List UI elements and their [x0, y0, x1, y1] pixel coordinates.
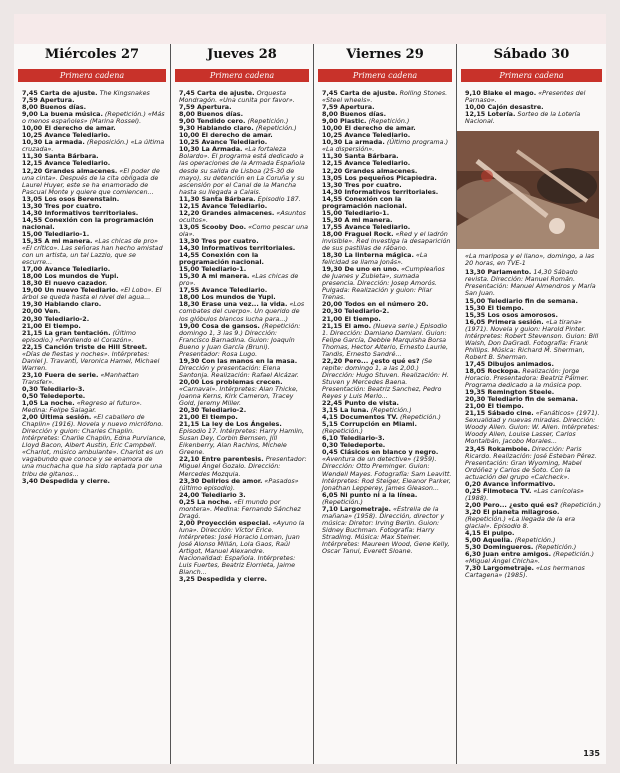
program-time-title: 10,30 La armada.	[322, 138, 385, 147]
program-description: Rolling Stones. «Steel wheels».	[322, 89, 448, 105]
program-time-title: 11,30 Santa Bárbara.	[179, 194, 256, 203]
program-description: (Repetición.) «Miguel Ángel Chicha».	[465, 550, 594, 566]
program-time-title: 5,15 Corrupción en Miami.	[322, 420, 417, 429]
program-description: «Las chicas de pro».	[179, 272, 299, 288]
program-time-title: 19,00 Cosa de gansos.	[179, 321, 260, 330]
program-time-title: 14,55 Conexión con la programación nacional.	[322, 194, 407, 210]
program-time-title: 0,20 Avance informativo.	[465, 479, 556, 488]
program-entry	[22, 238, 166, 266]
program-description: «Los hermanos Cartagena» (1985).	[465, 564, 585, 580]
program-time-title: 3,40 Despedida y cierre.	[22, 476, 110, 485]
program-time-title: 10,00 El derecho de amar.	[179, 131, 273, 140]
program-time-title: 19,30 De uno en uno.	[322, 265, 400, 274]
program-description: «Las chicas de pro» «El crítico». Las señoras han hecho amistad con un artista, un tal Lazzio, que se escurre...	[22, 236, 163, 267]
program-time-title: 6,05 Ni punto ni a la línea.	[322, 490, 418, 499]
program-description: (Nueva serie.) Episodio 1. Dirección: Damiano Damiani. Guion: Felipe García, Debbie Marquisha Borsa Thomas, Hector Alterio, Ernesto Laurie, Tandis, Ernesto Sandré...	[322, 321, 448, 358]
program-entry	[322, 231, 452, 252]
program-entry	[179, 90, 309, 104]
day-column-saturday	[457, 44, 606, 764]
program-description: (Repetición.)	[512, 536, 556, 545]
program-time-title: 15,30 El tiempo.	[465, 303, 524, 312]
program-time-title: 15,00 Telediario-1.	[179, 265, 247, 274]
program-entry	[465, 509, 602, 530]
program-description: «Manhattan Transfer».	[22, 370, 139, 386]
program-description: «Pasados» (último episodio).	[179, 476, 299, 492]
program-time-title: 13,30 Tres por cuatro.	[22, 201, 102, 210]
program-time-title: 9,00 La buena música.	[22, 110, 103, 119]
program-time-title: 21,15 La ley de Los Ángeles.	[179, 420, 282, 429]
program-time-title: 15,00 Telediario fin de semana.	[465, 296, 578, 305]
program-time-title: 3,20 El planeta milagroso.	[465, 507, 560, 516]
program-time-title: 20,00 Los problemas crecen.	[179, 377, 283, 386]
program-time-title: 20,30 Telediario fin de semana.	[465, 395, 578, 404]
program-entry	[22, 111, 166, 125]
program-description: (Reposición.) «La última cruzada».	[22, 138, 165, 154]
program-description: (Último programa.) «La dispersión».	[322, 138, 449, 154]
program-time-title: 4,15 Documentos TV.	[322, 413, 398, 422]
program-time-title: 10,30 La armada.	[22, 138, 85, 147]
program-description: The Kingsnakes	[97, 89, 150, 97]
program-time-title: 23,45 Rokambole.	[465, 444, 530, 453]
program-time-title: 20,30 Telediario-2.	[22, 314, 90, 323]
program-time-title: 13,30 Parlamento.	[465, 268, 532, 277]
program-description: Dirección: Paris Ricardo. Realización: José Esteban Pérez. Presentación: Gran Wyoming, Mabel Ordóñez y Carlos de Soto. Con la actuación del grupo «Calcheck».	[465, 444, 597, 481]
program-entry	[322, 506, 452, 555]
program-time-title: 9,30 Hablando claro.	[179, 124, 254, 133]
program-time-title: 7,10 Largometraje.	[322, 504, 391, 513]
program-time-title: 20,00 Ven.	[22, 307, 61, 316]
program-description: (Repetición.)	[322, 497, 363, 506]
program-time-title: 23,30 Delirios de amor.	[179, 476, 263, 485]
program-time-title: 6,10 Telediario-3.	[322, 434, 385, 443]
program-time-title: 22,45 Punto de vista.	[322, 399, 399, 408]
program-time-title: 15,30 A mi manera.	[322, 215, 393, 224]
program-entry	[465, 551, 602, 565]
program-description: (Repetición.)	[533, 543, 577, 552]
program-time-title: 17,55 Avance Telediario.	[322, 222, 411, 231]
program-time-title: 13,30 Tres por cuatro.	[322, 180, 402, 189]
program-time-title: 22,20 Pero... ¿esto qué es?	[322, 356, 420, 365]
program-time-title: 15,35 A mi manera.	[22, 236, 93, 245]
program-entry	[179, 478, 309, 492]
program-description: «El mundo por montera». Medina: Fernando Sánchez Dragó.	[179, 497, 301, 520]
program-time-title: 1,05 La noche.	[22, 399, 75, 408]
day-column-friday	[314, 44, 456, 764]
program-description: «Como pescar una ola».	[179, 222, 309, 238]
channel-banner: Primera cadena	[18, 69, 166, 82]
photo-caption-block	[457, 253, 606, 267]
program-time-title: 15,00 Telediario-1.	[322, 208, 390, 217]
program-description: «Asuntos ocultos».	[179, 208, 306, 224]
program-time-title: 0,30 Telediario-3.	[22, 384, 85, 393]
program-entry	[22, 168, 166, 196]
program-entry	[322, 421, 452, 435]
program-list	[14, 82, 170, 485]
day-column-wednesday	[14, 44, 170, 764]
program-time-title: 15,00 Telediario-1.	[22, 229, 90, 238]
program-description: «El Lobo». El árbol se queda hasta el nivel del agua...	[22, 286, 162, 302]
program-entry	[465, 90, 602, 104]
program-time-title: 10,00 El derecho de amar.	[322, 124, 416, 133]
day-title: Jueves 28	[207, 47, 277, 62]
program-entry	[322, 90, 452, 104]
program-entry	[465, 410, 602, 445]
program-time-title: 8,00 Buenos días.	[179, 110, 244, 119]
program-time-title: 11,30 Santa Bárbara.	[22, 152, 99, 161]
program-time-title: 14,30 Informativos territoriales.	[179, 244, 296, 253]
program-entry	[22, 287, 166, 301]
program-description: «Regreso al futuro». Medina: Felipe Salagar.	[22, 399, 142, 415]
photo-image	[457, 131, 599, 249]
program-description: (Repetición.) «Más o menos españoles» (Marina Rossel).	[22, 110, 165, 126]
program-description: «Aventura de un detective» (1959). Dirección: Otto Preminger. Guion: Wendell Mayes. Fotografía: Sam Leavitt. Intérpretes: Rod Steiger, Eleanor Parker, Jonathan Lepperey, James Gleason...	[322, 455, 452, 492]
program-time-title: 19,00 Un nuevo Telediario.	[22, 286, 119, 295]
program-description: Orquesta Mondragón. «Una cunita por favor».	[179, 89, 295, 105]
program-time-title: 7,59 Apertura.	[322, 103, 375, 112]
program-time-title: 14,30 Informativos territoriales.	[22, 208, 139, 217]
program-description: (Repetición.)	[253, 124, 297, 133]
program-description: (Repetición.)	[366, 117, 410, 126]
program-entry	[22, 344, 166, 372]
program-time-title: 9,00 Tendido cero.	[179, 117, 246, 126]
program-description: «La felicidad se llama Jonás».	[322, 251, 428, 267]
program-time-title: 21,15 Sábado cine.	[465, 409, 534, 418]
program-description: «La fortaleza Bolardo». El programa está dedicado a las operaciones de la Armada Española desde su salida de Lisboa (25-30 de mayo), su detención en La Coruña y su ascensión por el Canal de la Mancha hasta su llegada a Calais.	[179, 145, 305, 196]
program-time-title: 13,30 Tres por cuatro.	[179, 236, 259, 245]
program-time-title: 5,30 Domingueros.	[465, 543, 534, 552]
program-entry	[22, 217, 166, 231]
program-description: «Las canícolas» (1988).	[465, 486, 584, 502]
program-time-title: 5,00 Aquella.	[465, 536, 513, 545]
program-photo	[457, 131, 599, 249]
program-entry	[322, 266, 452, 301]
program-entry	[179, 146, 309, 195]
program-time-title: 18,30 El nuevo cazador.	[22, 279, 108, 288]
program-time-title: 8,00 Buenos días.	[322, 110, 387, 119]
program-entry	[322, 252, 452, 266]
program-time-title: 20,00 Todos en el número 20.	[322, 300, 429, 309]
program-time-title: 17,45 Dibujos animados.	[465, 359, 554, 368]
program-entry	[179, 301, 309, 322]
program-description: (Repetición.)	[558, 500, 602, 509]
program-entry	[322, 358, 452, 400]
program-description: «El poder de una cinta». Después de la cita obligada de Laurel Huyer, este se ha enamorado de Pascual Monte y quiere que comiencen...	[22, 166, 160, 196]
program-entry	[322, 139, 452, 153]
program-time-title: 19,30 Con las manos en la masa.	[179, 356, 298, 365]
program-time-title: 12,20 Grandes almacenes.	[22, 166, 118, 175]
program-time-title: 8,00 Buenos días.	[22, 103, 87, 112]
program-time-title: 18,00 Los mundos de Yupi.	[22, 272, 119, 281]
program-list	[457, 267, 606, 579]
channel-banner: Primera cadena	[318, 69, 452, 82]
program-time-title: 0,30 Teledeporte.	[322, 441, 386, 450]
program-entry	[465, 446, 602, 481]
program-time-title: 19,30 Hablando claro.	[22, 300, 102, 309]
program-entry	[465, 319, 602, 361]
program-entry	[322, 449, 452, 491]
program-time-title: 20,30 Telediario-2.	[322, 307, 390, 316]
program-time-title: 21,00 El tiempo.	[465, 402, 524, 411]
program-time-title: 18,30 Erase una vez... la vida.	[179, 300, 288, 309]
program-time-title: 12,20 Grandes almacenes.	[322, 166, 418, 175]
program-description: Episodio 187.	[255, 194, 301, 203]
program-time-title: 3,15 La luna.	[322, 406, 369, 415]
program-description: (Repetición.)	[397, 413, 441, 422]
day-column-thursday	[171, 44, 313, 764]
program-time-title: 17,00 Avance Telediario.	[22, 265, 111, 274]
program-description: (Repetición.) «La llegada de la era glacial». Episodio 8.	[465, 514, 576, 531]
program-entry	[179, 520, 309, 576]
program-time-title: 10,25 Avance Telediario.	[22, 131, 111, 140]
program-time-title: 7,30 Largometraje.	[465, 564, 534, 573]
program-time-title: 21,00 El tiempo.	[322, 314, 381, 323]
program-time-title: 7,45 Carta de ajuste.	[22, 89, 98, 97]
program-time-title: 18,00 Fraguel Rock.	[322, 229, 394, 238]
program-entry	[322, 492, 452, 506]
program-time-title: 12,15 Avance Telediario.	[179, 201, 268, 210]
day-title: Viernes 29	[346, 47, 424, 62]
program-time-title: 12,15 Lotería.	[465, 110, 516, 119]
program-time-title: 9,00 Plastic.	[322, 117, 367, 126]
program-time-title: 16,05 Primera sesión.	[465, 317, 544, 326]
program-time-title: 10,25 Avance Telediario.	[179, 138, 268, 147]
program-time-title: 21,00 El tiempo.	[22, 321, 81, 330]
program-entry	[179, 273, 309, 287]
program-time-title: 21,00 El tiempo.	[179, 413, 238, 422]
program-entry	[22, 372, 166, 386]
program-entry	[322, 196, 452, 210]
program-description: Episodio 17. Intérpretes: Harry Hamlin, Susan Dey, Corbin Bernsen, Jill Eikenberry, Alan Rachins, Michele Greene.	[179, 427, 305, 457]
program-time-title: 21,15 El amo.	[322, 321, 372, 330]
program-description: 14,30 Sábado revista. Dirección: Manuel Román. Presentación: Manuel Almendros y María San Juan.	[465, 268, 596, 298]
program-entry	[22, 139, 166, 153]
program-description: (Se repite: domingo 1, a las 2,00.) Dirección: Hugo Stuven. Realización: H. Stuven y Mercedes Baena. Presentación: Beatriz Sanchez, Pedro Reyes y Luis Merlo...	[322, 356, 449, 401]
program-time-title: 15,30 A mi manera.	[179, 272, 250, 281]
program-time-title: 12,15 Avance Telediario.	[22, 159, 111, 168]
page-number: 135	[583, 749, 600, 758]
program-description: (Repetición.)	[368, 406, 412, 415]
program-description: Sorteo de la Lotería Nacional.	[465, 110, 581, 126]
header-band	[14, 14, 606, 44]
program-time-title: 6,30 Juan entre amigos.	[465, 550, 552, 559]
program-time-title: 7,45 Carta de ajuste.	[179, 89, 255, 97]
program-time-title: 10,00 Cajón desastre.	[465, 103, 544, 112]
program-description: «Los combates del cuerpo». Un querido de los glóbulos blancos lucha para...)	[179, 300, 305, 323]
program-entry	[465, 488, 602, 502]
tv-listings-page	[14, 14, 606, 764]
program-time-title: 14,55 Conexión con la programación nacional.	[22, 215, 154, 231]
program-description: «Red y el ladrón invisible». Red investiga la desaparición de sus pastillas de rábano.	[322, 229, 451, 253]
program-time-title: 22,10 Entre parentesis.	[179, 455, 264, 464]
program-entry	[22, 414, 166, 477]
program-entry	[179, 210, 309, 224]
program-time-title: 18,00 Los mundos de Yupi.	[179, 293, 276, 302]
program-entry	[22, 478, 166, 485]
program-entry	[465, 111, 602, 125]
program-description: «El caballero de Chaplin» (1916). Novela y nuevo micrófono. Dirección y guion: Charles Chaplin. Intérpretes: Charlie Chaplin, Edna Purviance, Lloyd Bacon, Albert Austin, Eric Campbell. «Charlot, músico ambulante». Charlot es un vagabundo que conoce y se enamora de una muchacha que ha sido raptada por una tribu de gitanos...	[22, 413, 166, 478]
program-description: «Días de fiestas y noches». Intérpretes: Daniel J. Travanti, Veronica Hamel, Michael Warren.	[22, 349, 160, 372]
program-time-title: 15,35 Los osos amorosos.	[465, 310, 558, 319]
program-time-title: 18,05 Rockopa.	[465, 366, 521, 375]
program-description: «Carnaval». Intérpretes: Alan Thicke, Joanna Kerns, Kirk Cameron, Tracey Gold, Jeremy Miller.	[179, 384, 299, 408]
program-entry	[179, 224, 309, 238]
program-time-title: 0,25 La noche.	[179, 497, 232, 506]
program-time-title: 14,55 Conexión con la programación nacional.	[179, 251, 264, 267]
program-description: «Cumpleaños de Juanes y Zubieta», sumada presencia. Dirección: Josep Amorós. Pulgada: Realización y guion: Pilar Trenas.	[322, 265, 445, 302]
program-time-title: 10,30 La Armada.	[179, 145, 243, 154]
program-description: Presentador: Miguel Ángel Gozalo. Dirección: Mercedes Mozquia.	[179, 455, 307, 478]
program-description: (Último episodio.) «Perdiendo el Corazón».	[22, 328, 136, 344]
program-time-title: 2,00 Última sesión.	[22, 413, 92, 422]
program-entry	[179, 252, 309, 266]
program-time-title: 20,30 Telediario-2.	[179, 406, 247, 415]
program-description: «Fanáticos» (1971). Sexualidad y nuevas miradas. Dirección: Woody Allen. Guion: W. Allen. Intérpretes: Woody Allen, Louise Lasser, Carlos Montalbán, Jacobo Morales...	[465, 409, 600, 446]
program-time-title: 10,00 El derecho de amar.	[22, 124, 116, 133]
program-time-title: 14,30 Informativos territoriales.	[322, 187, 439, 196]
program-time-title: 12,20 Grandes almacenes.	[179, 208, 275, 217]
program-description: (Repetición: domingo 1, 3 las 9.) Dirección: Francisco Barnadina. Guion: Joaquín Bueno y Juan García (Bruni). Presentador: Rosa Lugo.	[179, 321, 301, 358]
program-entry	[465, 368, 602, 389]
program-time-title: 13,05 Los osos Berenstain.	[22, 194, 120, 203]
program-time-title: 7,59 Apertura.	[22, 96, 75, 105]
program-time-title: 13,05 Los pequeños Picapiedra.	[322, 173, 437, 182]
photo-caption: «La mariposa y el llano», domingo, a las 20 horas, en TVE-1	[465, 252, 595, 268]
program-description: Dirección y presentación: Elena Santonja. Realización: Rafael Alcázar.	[179, 363, 299, 379]
program-description: «Estrella de la mañana» (1958). Dirección, director y música: Diretor: Irving Berlin. Guion: Sidney Buchman. Fotografía: Harry Stradling. Música: Max Steiner. Intérpretes: Maureen Wood, Gene Kelly, Oscar Tanui, Everett Sloane.	[322, 504, 450, 556]
program-entry	[179, 576, 309, 583]
program-time-title: 7,45 Carta de ajuste.	[322, 89, 398, 97]
program-description: «Presentes del Parnaso».	[465, 89, 586, 105]
program-time-title: 17,55 Avance Telediario.	[179, 286, 268, 295]
program-time-title: 3,25 Despedida y cierre.	[179, 575, 267, 584]
program-time-title: 23,10 Fuera de serie.	[22, 370, 99, 379]
day-title: Miércoles 27	[44, 47, 140, 62]
channel-banner: Primera cadena	[461, 69, 602, 82]
program-entry	[179, 456, 309, 477]
program-list	[457, 82, 606, 125]
program-time-title: 0,45 Clásicos en blanco y negro.	[322, 448, 439, 457]
program-entry	[179, 379, 309, 407]
program-description: (Repetición.)	[322, 427, 363, 436]
program-description: (Repetición.)	[245, 117, 289, 126]
day-title: Sábado 30	[493, 47, 570, 62]
program-time-title: 2,00 Pero... ¿esto qué es?	[465, 500, 559, 509]
program-entry	[465, 565, 602, 579]
program-time-title: 10,25 Avance Telediario.	[322, 131, 411, 140]
program-time-title: 21,15 La gran tentación.	[22, 328, 111, 337]
program-time-title: 4,15 El pulpo.	[465, 529, 515, 538]
program-time-title: 19,35 Remington Steele.	[465, 388, 555, 397]
program-time-title: 0,50 Teledeporte.	[22, 392, 86, 401]
program-entry	[179, 421, 309, 456]
program-time-title: 13,05 Scooby Doo.	[179, 222, 247, 231]
program-list	[171, 82, 313, 583]
program-time-title: 9,10 Blake el mago.	[465, 89, 537, 97]
program-time-title: 24,00 Telediario 3.	[179, 490, 246, 499]
program-entry	[179, 499, 309, 520]
program-list	[314, 82, 456, 555]
program-time-title: 0,25 Filmoteca TV.	[465, 486, 532, 495]
program-entry	[465, 269, 602, 297]
program-time-title: 7,59 Apertura.	[179, 103, 232, 112]
program-time-title: 2,00 Proyección especial.	[179, 518, 271, 527]
program-description: Realización: Jorge Horacio. Presentadora: Beatriz Pálmer. Programa dedicado a la música pop.	[465, 366, 589, 390]
program-time-title: 18,30 La linterna mágica.	[322, 251, 414, 260]
program-time-title: 22,15 Canción triste de Hill Street.	[22, 342, 148, 351]
channel-banner: Primera cadena	[175, 69, 309, 82]
program-entry	[179, 358, 309, 379]
program-description: «La tirana» (1971). Novela y guion: Harold Pinter. Intérpretes: Robert Stevenson. Guion: Bill Walsh, Don DaGradi. Fotografía: Frank Phillips. Música: Richard M. Sherman, Robert B. Sherman.	[465, 317, 599, 361]
program-time-title: 11,30 Santa Bárbara.	[322, 152, 399, 161]
program-description: «Ayuno la luna». Dirección: Víctor Erice. Intérpretes: José Horacio Loman, Juan José Alonso Millán, Lola Gaos, Raúl Artigot, Manuel Alexandre. Nacionalidad: Española. Intérpretes: Luis Fuertes, Beatriz Elorrieta, Jaime Blanch...	[179, 518, 305, 577]
program-entry	[322, 323, 452, 358]
program-entry	[22, 330, 166, 344]
program-time-title: 12,15 Avance Telediario.	[322, 159, 411, 168]
program-entry	[179, 323, 309, 358]
